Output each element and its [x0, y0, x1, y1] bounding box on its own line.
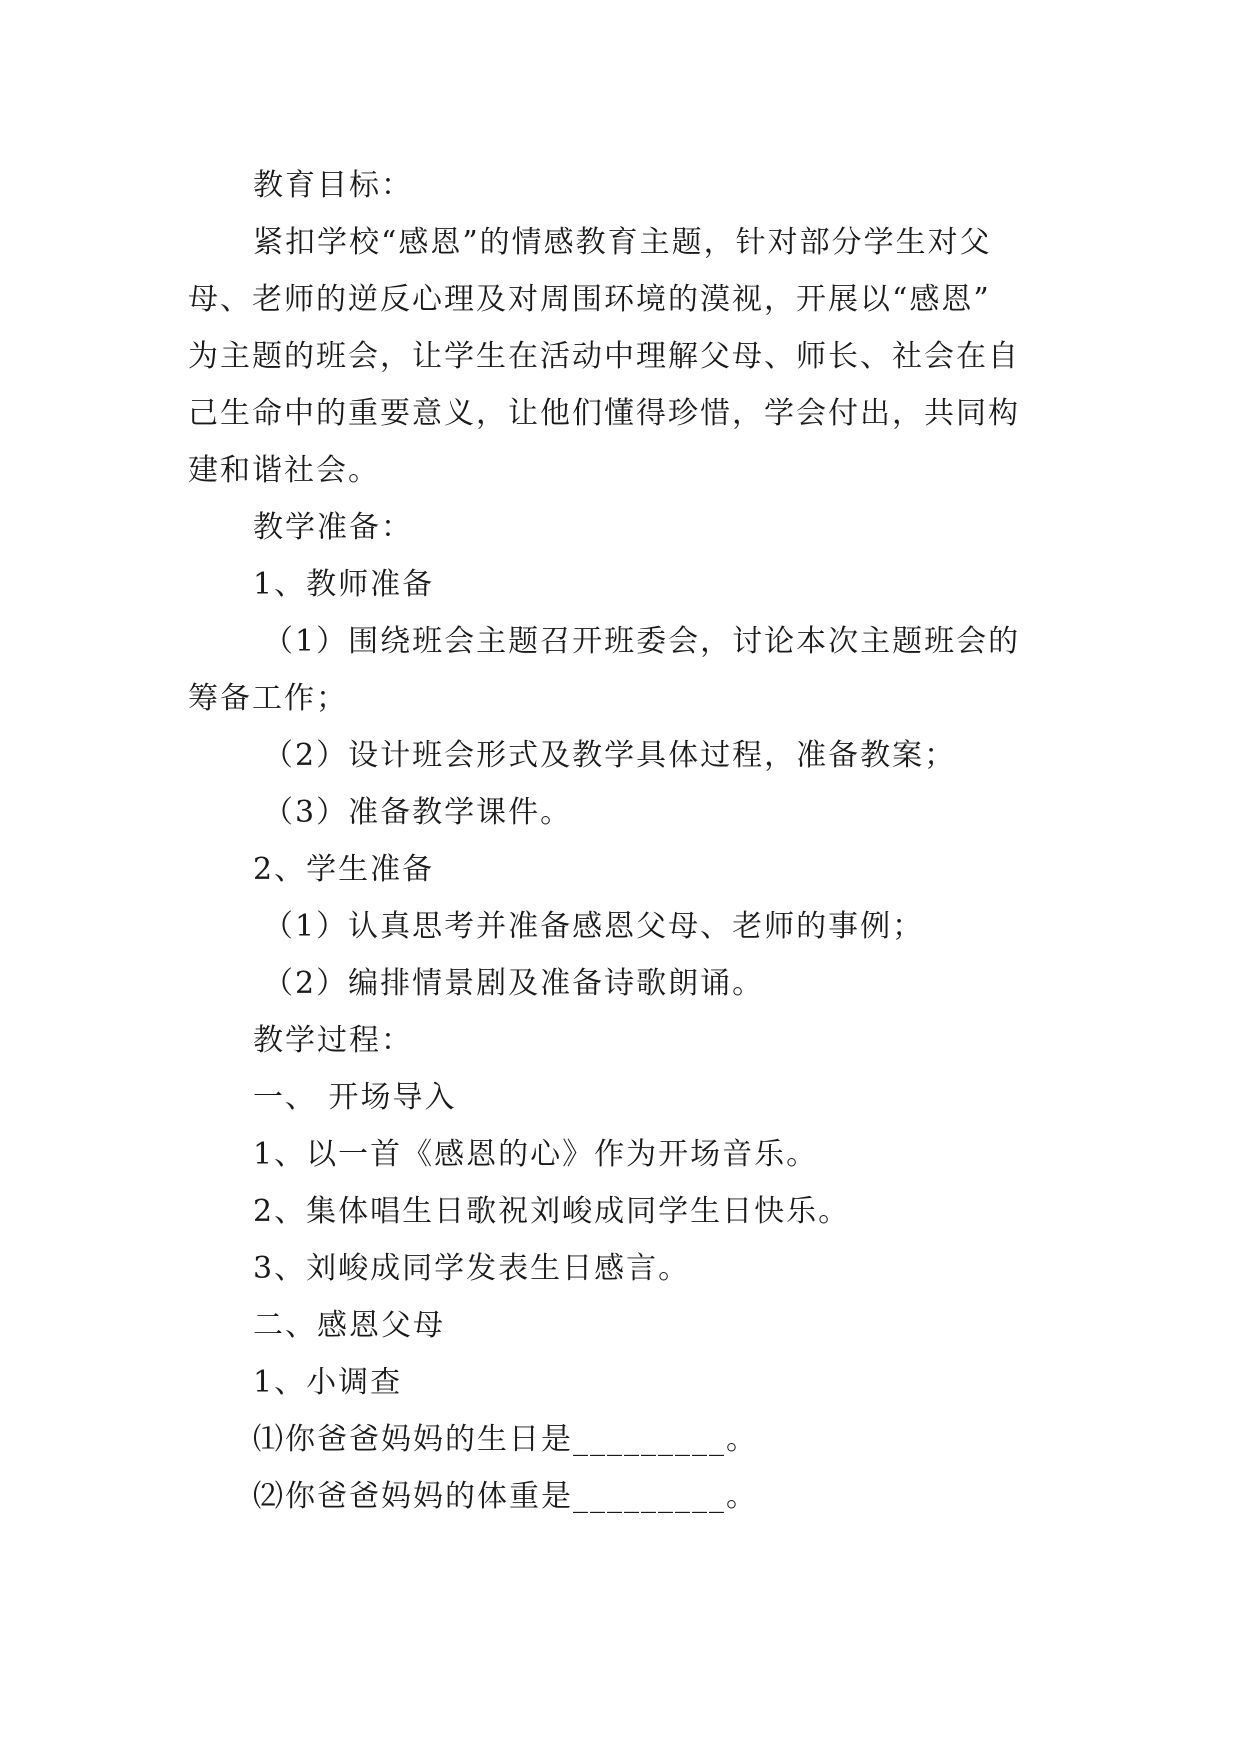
- list-item: 2、集体唱生日歌祝刘峻成同学生日快乐。: [253, 1194, 851, 1229]
- survey-question: ⑴你爸爸妈妈的生日是_________。: [253, 1422, 758, 1457]
- list-item: 1、小调查: [253, 1365, 403, 1400]
- paragraph-line: 母、老师的逆反心理及对周围环境的漠视，开展以“感恩”: [188, 282, 991, 317]
- heading-education-goal: 教育目标：: [253, 168, 413, 203]
- paragraph-line: 己生命中的重要意义，让他们懂得珍惜，学会付出，共同构: [188, 396, 1020, 431]
- list-item: 1、以一首《感恩的心》作为开场音乐。: [253, 1137, 819, 1172]
- list-item: （1）围绕班会主题召开班委会，讨论本次主题班会的: [263, 624, 1021, 659]
- section-heading: 二、感恩父母: [253, 1308, 445, 1343]
- paragraph-line: 建和谐社会。: [188, 453, 380, 488]
- list-item: 2、学生准备: [253, 852, 435, 887]
- list-item: （1）认真思考并准备感恩父母、老师的事例；: [263, 909, 925, 944]
- list-item: 3、刘峻成同学发表生日感言。: [253, 1251, 691, 1286]
- list-item: （2）编排情景剧及准备诗歌朗诵。: [263, 966, 765, 1001]
- paragraph-line: 为主题的班会，让学生在活动中理解父母、师长、社会在自: [188, 339, 1020, 374]
- survey-question: ⑵你爸爸妈妈的体重是_________。: [253, 1479, 758, 1514]
- list-item-continuation: 筹备工作；: [188, 681, 348, 716]
- list-item: （3）准备教学课件。: [263, 795, 573, 830]
- heading-teaching-prep: 教学准备：: [253, 510, 413, 545]
- heading-teaching-process: 教学过程：: [253, 1023, 413, 1058]
- list-item: （2）设计班会形式及教学具体过程，准备教案；: [263, 738, 957, 773]
- paragraph-line: 紧扣学校“感恩”的情感教育主题，针对部分学生对父: [253, 225, 992, 260]
- list-item: 1、教师准备: [253, 567, 435, 602]
- section-heading: 一、 开场导入: [253, 1080, 457, 1115]
